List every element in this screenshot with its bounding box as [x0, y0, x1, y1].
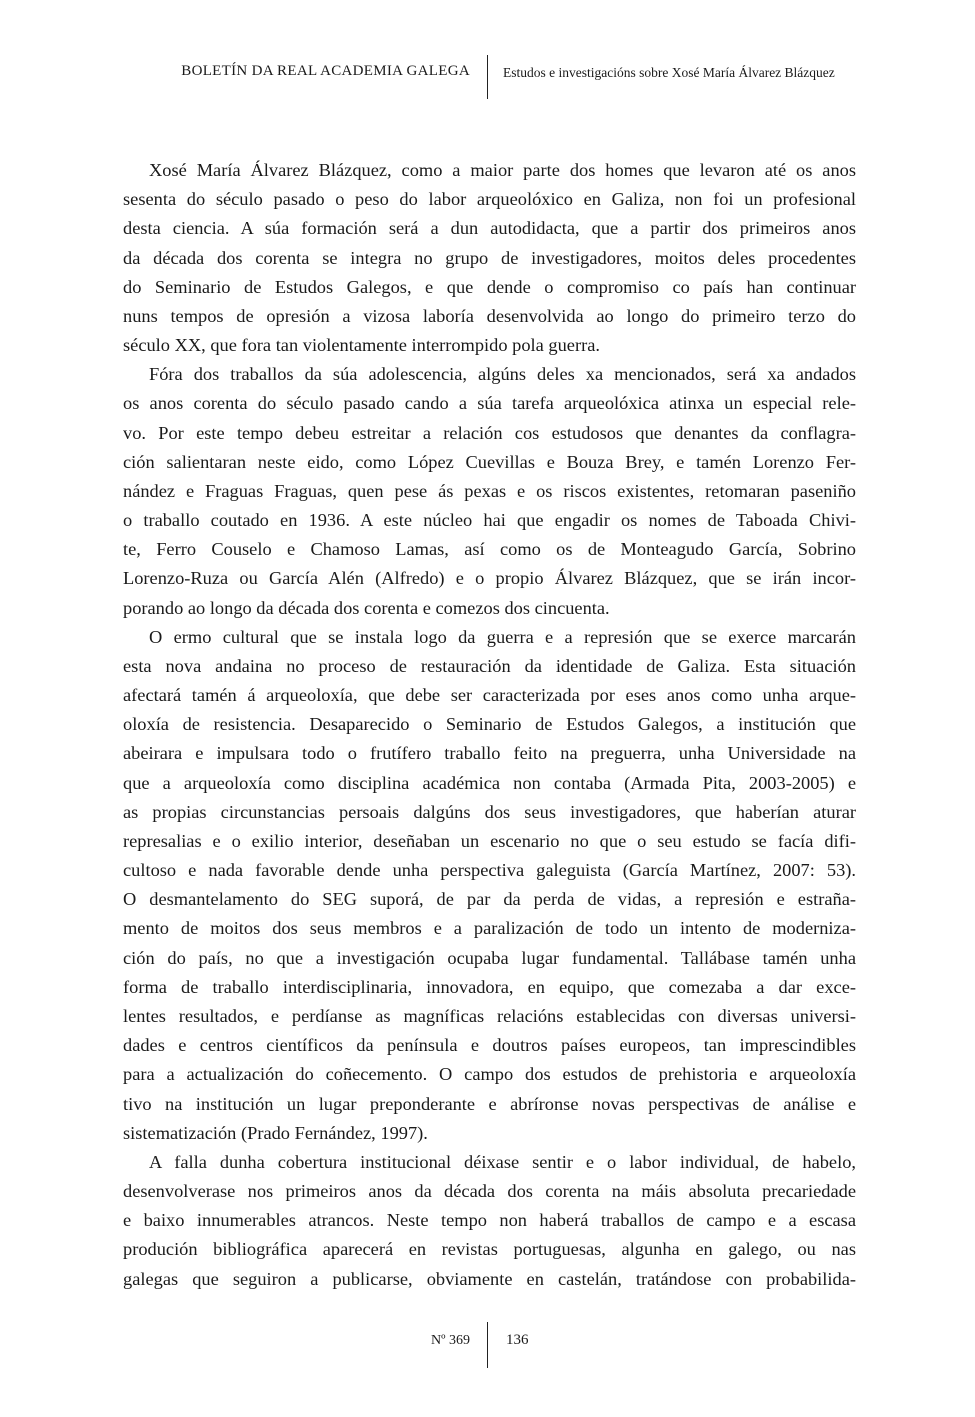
- text-line: esta nova andaina no proceso de restauración da identidade de Galiza. Esta situación: [123, 655, 856, 676]
- text-line: cultoso e nada favorable dende unha perspectiva galeguista (García Martínez, 2007: 53).: [123, 860, 856, 881]
- text-line: que a arqueoloxía como disciplina académica non contaba (Armada Pita, 2003-2005) e: [123, 772, 856, 793]
- text-line: nuns tempos de opresión a vizosa laboría desenvolvida ao longo do primeiro terzo do: [123, 305, 856, 326]
- text-line: do Seminario de Estudos Galegos, e que dende o compromiso co país han continuar: [123, 276, 856, 297]
- text-line: afectará tamén á arqueoloxía, que debe ser caracterizada por eses anos como unha arque-: [123, 685, 856, 706]
- text-line: mento de moitos dos seus membros e a paralización de todo un intento de moderniza-: [123, 918, 856, 939]
- text-line: A falla dunha cobertura institucional déixase sentir e o labor individual, de habelo,: [149, 1151, 856, 1172]
- text-line: ción salientaran neste eido, como López Cuevillas e Bouza Brey, e tamén Lorenzo Fer-: [123, 451, 856, 472]
- journal-title: BOLETÍN DA REAL ACADEMIA GALEGA: [181, 63, 470, 79]
- page-number: 136: [506, 1332, 529, 1348]
- text-line: o traballo coutado en 1936. A este núcleo hai que engadir os nomes de Taboada Chivi-: [123, 510, 856, 531]
- text-line: ción do país, no que a investigación ocupaba lugar fundamental. Tallábase tamén unha: [123, 947, 856, 968]
- text-line: O desmantelamento do SEG suporá, de par da perda de vidas, a represión e estraña-: [123, 889, 856, 910]
- text-line: galegas que seguiron a publicarse, obviamente en castelán, tratándose con probabilida-: [123, 1268, 856, 1289]
- text-line: oloxía de resistencia. Desaparecido o Seminario de Estudos Galegos, a institución que: [123, 714, 856, 735]
- text-line: século XX, que fora tan violentamente interrompido pola guerra.: [123, 335, 600, 356]
- section-title: Estudos e investigacións sobre Xosé María Álvarez Blázquez: [503, 65, 835, 80]
- issue-number: Nº 369: [431, 1333, 470, 1348]
- text-line: O ermo cultural que se instala logo da guerra e a represión que se exerce marcarán: [149, 626, 856, 647]
- paragraph: [123, 360, 856, 623]
- article-body: [123, 156, 856, 1294]
- text-line: tivo na institución un lugar preponderante e abríronse novas perspectivas de análise e: [123, 1093, 856, 1114]
- text-line: porando ao longo da década dos corenta e comezos dos cincuenta.: [123, 597, 610, 618]
- paragraph: [123, 1148, 856, 1294]
- text-line: e baixo innumerables atrancos. Neste tempo non haberá traballos de campo e a escasa: [123, 1210, 856, 1231]
- text-line: abeirara e impulsara todo o frutífero traballo feito na preguerra, unha Universidade na: [123, 743, 856, 764]
- text-line: vo. Por este tempo debeu estreitar a relación cos estudosos que denantes da conflagra-: [123, 422, 856, 443]
- text-line: as propias circunstancias persoais dalgúns dos seus investigadores, que haberían aturar: [123, 801, 856, 822]
- paragraph: [123, 623, 856, 1148]
- text-line: sistematización (Prado Fernández, 1997).: [123, 1122, 428, 1143]
- footer-divider: [487, 1322, 488, 1368]
- text-line: desta ciencia. A súa formación será a dun autodidacta, que a partir dos primeiros anos: [123, 218, 856, 239]
- text-line: os anos corenta do século pasado cando a súa tarefa arqueolóxica atinxa un especial rele-: [123, 393, 856, 414]
- text-line: produción bibliográfica aparecerá en revistas portuguesas, algunha en galego, ou nas: [123, 1239, 856, 1260]
- text-line: represalias e o exilio interior, deseñaban un escenario no que o seu estudo se facía difi-: [123, 830, 856, 851]
- text-line: da década dos corenta se integra no grupo de investigadores, moitos deles procedentes: [123, 247, 856, 268]
- text-line: Fóra dos traballos da súa adolescencia, algúns deles xa mencionados, será xa andados: [149, 364, 856, 385]
- text-line: nández e Fraguas Fraguas, quen pese ás pexas e os riscos existentes, retomaran paseniño: [123, 480, 856, 501]
- text-line: dades e centros científicos da península e doutros países europeos, tan imprescindibles: [123, 1035, 856, 1056]
- text-line: forma de traballo interdisciplinaria, innovadora, en equipo, que comezaba a dar exce-: [123, 976, 856, 997]
- text-line: desenvolverase nos primeiros anos da década dos corenta na máis absoluta precariedade: [123, 1181, 856, 1202]
- text-line: Lorenzo-Ruza ou García Alén (Alfredo) e o propio Álvarez Blázquez, que se irán incor-: [123, 568, 856, 589]
- header-divider: [487, 55, 488, 99]
- paragraph: [123, 156, 856, 360]
- text-line: lentes resultados, e perdíanse as magníficas relacións establecidas con diversas universi-: [123, 1005, 856, 1026]
- text-line: te, Ferro Couselo e Chamoso Lamas, así como os de Monteagudo García, Sobrino: [123, 539, 856, 560]
- text-line: sesenta do século pasado o peso do labor arqueolóxico en Galiza, non foi un profesional: [123, 189, 856, 210]
- text-line: Xosé María Álvarez Blázquez, como a maior parte dos homes que levaron até os anos: [149, 160, 856, 180]
- text-line: para a actualización do coñecemento. O campo dos estudos de prehistoria e arqueoloxía: [123, 1064, 856, 1085]
